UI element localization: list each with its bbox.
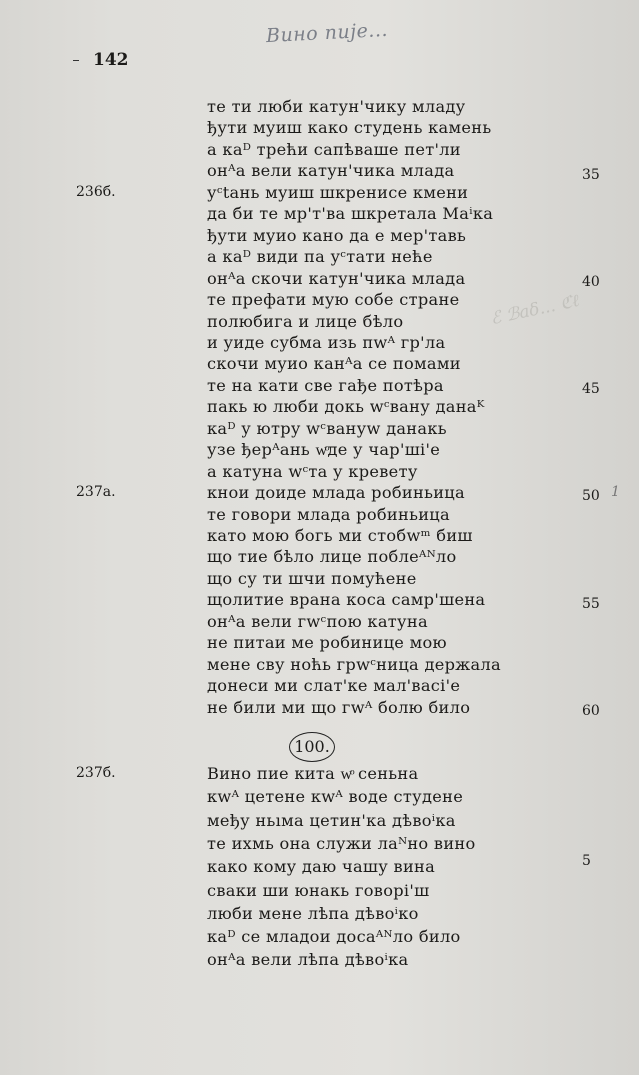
verse-line: кнои доиде млада робиньица — [207, 483, 465, 503]
handwritten-note: Вино пије... — [265, 18, 389, 48]
line-number: 50 — [582, 488, 600, 504]
line-number: 5 — [582, 853, 591, 869]
verse-line: да би те мр'т'ва шкретала Маⁱка — [207, 204, 494, 224]
verse-line: како кому даю чашу вина — [207, 857, 436, 877]
verse-line: кwᴬ цетене кwᴬ воде студене — [207, 787, 464, 807]
side-reference: 237б. — [76, 765, 116, 781]
verse-line: онᴬa вели лѣпа дѣвоⁱка — [207, 950, 409, 970]
verse-line: люби мене лѣпа дѣвоⁱко — [207, 903, 419, 923]
verse-line: като мою богь ми стобwᵐ биш — [207, 526, 473, 545]
verse-line: те префати мую собе стране — [207, 290, 460, 310]
poem-number: 100. — [289, 732, 335, 762]
side-reference: 237а. — [76, 484, 116, 500]
page-number: 142 — [93, 50, 129, 70]
verse-line: мене сву ноћь грwᶜница держала — [207, 654, 501, 674]
verse-line: онᴬa вели гwᶜпою катуна — [207, 611, 428, 631]
verse-line: онᴬa вели катун'чика млада — [207, 161, 455, 181]
line-number: 40 — [582, 274, 600, 290]
verse-line: а каᴰ види па уᶜтати неће — [207, 247, 433, 267]
verse-line: сваки ши юнакь говорі'ш — [207, 880, 430, 900]
verse-line: Вино пие кита wͦ сеньна — [207, 764, 419, 783]
verse-line: не били ми що гwᴬ болю било — [207, 697, 471, 717]
side-reference: 236б. — [76, 184, 116, 200]
verse-line: каᴰ се младои досаᴬᴺло било — [207, 927, 461, 947]
verse-line: а каᴰ трећи сапѣваше пет'ли — [207, 139, 461, 159]
verse-line: що су ти шчи помућене — [207, 568, 417, 588]
line-number: 35 — [582, 167, 600, 183]
line-number: 55 — [582, 596, 600, 612]
margin-dash — [73, 60, 79, 61]
margin-pencil-mark: 1 — [611, 484, 620, 500]
verse-line: те говори млада робиньица — [207, 504, 450, 524]
verse-line: ђути муио кано да е мер'тавь — [207, 225, 467, 245]
line-number: 45 — [582, 381, 600, 397]
verse-line: а катуна wᶜта у кревету — [207, 461, 418, 481]
verse-line: донеси ми слат'ке мал'васі'е — [207, 676, 461, 696]
bleed-through-handwriting: ℰ ℬaδ... ℭℓ — [488, 290, 582, 330]
verse-line: уᶜtань муиш шкренисе кмени — [207, 182, 469, 202]
verse-line: онᴬa скочи катун'чика млада — [207, 268, 466, 288]
verse-line: ђути муиш како студень камень — [207, 118, 492, 138]
verse-line: каᴰ у ютру wᶜвануw данакь — [207, 418, 447, 438]
verse-line: щолитие врана коса самр'шена — [207, 590, 486, 610]
line-number: 60 — [582, 703, 600, 719]
verse-line: не питаи ме робиницe мою — [207, 633, 447, 653]
verse-line: те на кати све гађе потѣра — [207, 375, 444, 395]
verse-line: полюбига и лице бѣло — [207, 311, 404, 331]
verse-line: и уиде субма изь пwᴬ гр'ла — [207, 332, 446, 352]
verse-line: те ти люби катун'чику младу — [207, 97, 466, 116]
verse-line: узе ђерᴬань wͦде у чар'ші'е — [207, 440, 441, 460]
verse-line: међу ньıма цетин'ка дѣвоⁱка — [207, 810, 456, 830]
verse-line: те ихмь она служи лаᴺно вино — [207, 833, 476, 853]
verse-line: скочи муио канᴬa се помами — [207, 354, 461, 374]
verse-line: пакь ю люби докь wᶜвану данаᴷ — [207, 397, 485, 417]
verse-line: що тие бѣло лице поблеᴬᴺло — [207, 547, 457, 567]
